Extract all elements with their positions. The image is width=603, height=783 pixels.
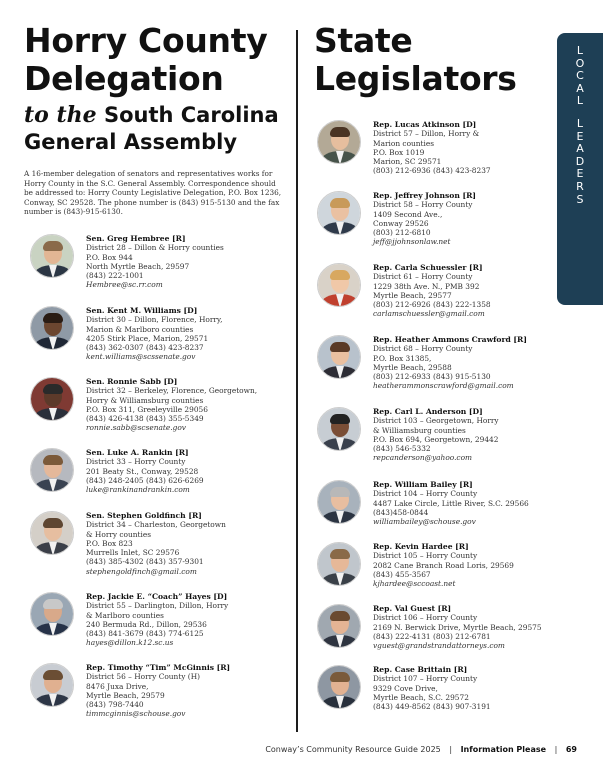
member-info (373, 480, 529, 526)
portrait-photo (317, 120, 361, 164)
delegation-title-line1: Horry County (24, 21, 268, 60)
member-detail-line: (843) 222-4131 (803) 212-6781 (373, 631, 491, 641)
member-detail-line: Marion, SC 29571 (373, 157, 442, 167)
member-info (373, 120, 491, 176)
portrait-photo (317, 604, 361, 648)
member-entry (30, 306, 292, 362)
member-detail-line: P.O. Box 823 (86, 538, 133, 548)
member-info (86, 234, 224, 290)
member-detail-line: (843) 841-3679 (843) 774-6125 (86, 629, 204, 639)
portrait-hair (330, 127, 350, 137)
legislators-title-line2: Legislators (314, 59, 517, 98)
member-detail-line: District 32 – Berkeley, Florence, Georgetown, (86, 386, 258, 396)
legislators-title-line1: State (314, 21, 413, 60)
member-entry (317, 542, 554, 588)
member-email: williambailey@schouse.gov (373, 517, 476, 527)
member-detail-line: North Myrtle Beach, 29597 (86, 261, 190, 271)
member-detail-line: Myrtle Beach, 29588 (373, 362, 452, 372)
member-detail-line: District 33 – Horry County (86, 457, 186, 467)
portrait-hair (43, 599, 63, 609)
portrait-photo (30, 448, 74, 492)
member-entry (317, 407, 554, 463)
local-leaders-tab (557, 33, 603, 305)
member-entry (317, 120, 554, 176)
member-entry (30, 448, 292, 494)
portrait-photo (30, 377, 74, 421)
member-detail-line: P.O. Box 31385, (373, 353, 432, 363)
portrait-hair (43, 670, 63, 680)
member-entry (317, 191, 554, 247)
portrait-hair (43, 455, 63, 465)
member-name: Rep. Val Guest [R] (373, 604, 452, 613)
portrait-photo (30, 234, 74, 278)
portrait-hair (43, 384, 63, 394)
member-detail-line: Marion counties (373, 138, 435, 148)
member-name: Rep. Heather Ammons Crawford [R] (373, 335, 527, 344)
portrait-photo (317, 407, 361, 451)
member-email: timmcginnis@schouse.gov (86, 709, 186, 719)
member-info (86, 306, 222, 362)
member-email: jeff@jjohnsonlaw.net (373, 237, 451, 247)
member-detail-line: (843) 248-2405 (843) 626-6269 (86, 475, 204, 485)
member-detail-line: Murrells Inlet, SC 29576 (86, 548, 180, 558)
member-name: Sen. Ronnie Sabb [D] (86, 377, 178, 386)
member-entry (30, 592, 292, 648)
sidebar-letter: C (576, 69, 584, 83)
member-entry (30, 234, 292, 290)
member-name: Sen. Stephen Goldfinch [R] (86, 511, 202, 520)
member-detail-line: (843)458-0844 (373, 507, 429, 517)
member-detail-line: (843) 455-3567 (373, 569, 431, 579)
member-email: luke@rankinandrankin.com (86, 485, 190, 495)
member-detail-line: District 34 – Charleston, Georgetown (86, 520, 226, 530)
member-detail-line: (843) 546-5332 (373, 444, 431, 454)
member-entry (317, 480, 554, 526)
member-detail-line: (803) 212-6926 (843) 222-1358 (373, 300, 491, 310)
member-detail-line: (803) 212-6933 (843) 915-5130 (373, 372, 491, 382)
member-detail-line: (843) 222-1001 (86, 271, 144, 281)
member-info (373, 542, 514, 588)
member-entry (317, 604, 554, 650)
sidebar-letter: A (576, 142, 584, 156)
local-leaders-label (573, 45, 587, 206)
member-info (373, 335, 527, 391)
member-detail-line: 4205 Stirk Place, Marion, 29571 (86, 333, 209, 343)
member-name: Rep. Jackie E. “Coach” Hayes [D] (86, 592, 228, 601)
member-email: Hembree@sc.rr.com (86, 280, 163, 290)
portrait-photo (30, 306, 74, 350)
sidebar-letter: L (576, 116, 584, 130)
page-footer (265, 745, 577, 754)
member-detail-line: 1409 Second Ave., (373, 209, 443, 219)
member-detail-line: Myrtle Beach, S.C. 29572 (373, 692, 469, 702)
member-info (86, 663, 230, 719)
portrait-photo (30, 511, 74, 555)
sidebar-letter: R (576, 179, 584, 193)
member-name: Rep. Jeffrey Johnson [R] (373, 191, 476, 200)
portrait-hair (330, 198, 350, 208)
member-detail-line: District 58 – Horry County (373, 200, 473, 210)
member-name: Rep. Timothy “Tim” McGinnis [R] (86, 663, 231, 672)
member-detail-line: 4487 Lake Circle, Little River, S.C. 29566 (373, 498, 529, 508)
member-name: Rep. Case Brittain [R] (373, 665, 468, 674)
portrait-photo (317, 665, 361, 709)
portrait-hair (43, 518, 63, 528)
member-detail-line: District 103 – Georgetown, Horry (373, 416, 499, 426)
member-email: hayes@dillon.k12.sc.us (86, 638, 174, 648)
member-entry (30, 511, 292, 576)
portrait-hair (43, 313, 63, 323)
member-detail-line: Horry & Williamsburg counties (86, 395, 204, 405)
portrait-hair (330, 611, 350, 621)
delegation-column (24, 22, 286, 217)
footer-separator: | (449, 745, 453, 754)
member-info (86, 592, 228, 648)
member-detail-line: P.O. Box 311, Greeleyville 29056 (86, 404, 208, 414)
member-info (373, 604, 542, 650)
member-name: Rep. William Bailey [R] (373, 480, 473, 489)
member-detail-line: Myrtle Beach, 29577 (373, 290, 452, 300)
member-detail-line: District 107 – Horry County (373, 674, 478, 684)
member-info (373, 407, 499, 463)
member-entry (30, 377, 292, 433)
portrait-hair (330, 270, 350, 280)
member-detail-line: P.O. Box 694, Georgetown, 29442 (373, 434, 499, 444)
portrait-photo (30, 592, 74, 636)
member-email: vguest@grandstrandattorneys.com (373, 641, 505, 651)
member-detail-line: (803) 212-6936 (843) 423-8237 (373, 166, 491, 176)
member-detail-line: 2169 N. Berwick Drive, Myrtle Beach, 29575 (373, 622, 542, 632)
member-detail-line: District 104 – Horry County (373, 489, 478, 499)
footer-guide-title: Conway’s Community Resource Guide 2025 (265, 745, 441, 754)
member-detail-line: District 28 – Dillon & Horry counties (86, 243, 224, 253)
member-name: Sen. Greg Hembree [R] (86, 234, 186, 243)
member-detail-line: & Horry counties (86, 529, 152, 539)
member-detail-line: (843) 798-7440 (86, 700, 144, 710)
member-detail-line: 2082 Cane Branch Road Loris, 29569 (373, 560, 514, 570)
member-email: ronnie.sabb@scsenate.gov (86, 423, 186, 433)
member-email: stephengoldfinch@gmail.com (86, 566, 197, 576)
delegation-subtitle-line2: General Assembly (24, 130, 238, 154)
member-detail-line: (803) 212-6810 (373, 228, 431, 238)
portrait-hair (330, 672, 350, 682)
portrait-hair (43, 241, 63, 251)
sidebar-letter: L (576, 94, 584, 108)
member-detail-line: Conway 29526 (373, 218, 429, 228)
footer-section: Information Please (460, 745, 547, 754)
member-detail-line: District 106 – Horry County (373, 613, 478, 623)
member-detail-line: & Marlboro counties (86, 610, 164, 620)
subtitle-state-text: South Carolina (103, 103, 279, 127)
member-detail-line: District 68 – Horry County (373, 344, 473, 354)
portrait-photo (317, 191, 361, 235)
member-name: Rep. Kevin Hardee [R] (373, 542, 469, 551)
delegation-title-line2: Delegation (24, 59, 224, 98)
member-detail-line: Myrtle Beach, 29579 (86, 690, 165, 700)
legislators-column (314, 22, 554, 98)
member-detail-line: P.O. Box 1019 (373, 147, 425, 157)
footer-separator: | (554, 745, 558, 754)
sidebar-letter: E (576, 129, 584, 143)
member-detail-line: District 56 – Horry County (H) (86, 672, 201, 682)
member-info (86, 511, 226, 576)
sidebar-letter: O (575, 56, 585, 70)
member-detail-line: & Williamsburg counties (373, 425, 466, 435)
member-entry (317, 263, 554, 319)
member-detail-line: District 105 – Horry County (373, 551, 478, 561)
sidebar-letter: D (575, 154, 585, 168)
member-email: kent.williams@scssenate.gov (86, 352, 196, 362)
portrait-hair (330, 487, 350, 497)
member-detail-line: 201 Beaty St., Conway, 29528 (86, 466, 199, 476)
member-name: Sen. Luke A. Rankin [R] (86, 448, 189, 457)
member-info (373, 191, 476, 247)
member-email: carlamschuessler@gmail.com (373, 309, 485, 319)
member-detail-line: District 57 – Dillon, Horry & (373, 129, 480, 139)
member-detail-line: 9329 Cove Drive, (373, 683, 438, 693)
member-email: kjhardee@sccoast.net (373, 579, 456, 589)
member-entry (317, 665, 554, 711)
portrait-hair (330, 549, 350, 559)
portrait-hair (330, 414, 350, 424)
delegation-subtitle (24, 102, 286, 129)
sidebar-letter: A (576, 81, 584, 95)
sidebar-letter: S (576, 192, 584, 206)
member-name: Rep. Carla Schuessler [R] (373, 263, 483, 272)
portrait-hair (330, 342, 350, 352)
member-info (373, 263, 491, 319)
member-detail-line: District 61 – Horry County (373, 272, 473, 282)
member-info (86, 448, 204, 494)
portrait-photo (317, 335, 361, 379)
member-detail-line: 1229 38th Ave. N., PMB 392 (373, 281, 480, 291)
member-email: repcanderson@yahoo.com (373, 453, 473, 463)
member-detail-line: (843) 385-4302 (843) 357-9301 (86, 557, 204, 567)
portrait-photo (317, 542, 361, 586)
member-detail-line: District 30 – Dillon, Florence, Horry, (86, 315, 223, 325)
member-email: heatherammonscrawford@gmail.com (373, 381, 514, 391)
member-entry (317, 335, 554, 391)
member-detail-line: P.O. Box 944 (86, 252, 133, 262)
member-detail-line: District 55 – Darlington, Dillon, Horry (86, 601, 229, 611)
member-entry (30, 663, 292, 719)
subtitle-script-text: to the (24, 102, 97, 128)
delegation-intro-paragraph: A 16-member delegation of senators and representatives works for Horry County in the S.C. General Assembly. Correspondence should be addressed to: Horry County Legislative Delegation, P.O. Box 1236, Conway, SC 29528. The phone number is (843) 915-5130 and the fax number is (843)-915-6130. (24, 169, 282, 217)
member-info (373, 665, 491, 711)
member-info (86, 377, 257, 433)
member-detail-line: 240 Bermuda Rd., Dillon, 29536 (86, 619, 207, 629)
member-name: Rep. Carl L. Anderson [D] (373, 407, 483, 416)
member-detail-line: (843) 426-4138 (843) 355-5349 (86, 414, 204, 424)
sidebar-letter: E (576, 167, 584, 181)
member-name: Sen. Kent M. Williams [D] (86, 306, 198, 315)
member-detail-line: (843) 362-0307 (843) 423-8237 (86, 343, 204, 353)
portrait-photo (30, 663, 74, 707)
sidebar-letter: L (576, 44, 584, 57)
portrait-photo (317, 480, 361, 524)
member-detail-line: Marion & Marlboro counties (86, 324, 194, 334)
member-detail-line: 8476 Juxa Drive, (86, 681, 149, 691)
member-detail-line: (843) 449-8562 (843) 907-3191 (373, 702, 491, 712)
column-divider (296, 30, 298, 732)
member-name: Rep. Lucas Atkinson [D] (373, 120, 477, 129)
page-number: 69 (565, 745, 577, 754)
portrait-photo (317, 263, 361, 307)
